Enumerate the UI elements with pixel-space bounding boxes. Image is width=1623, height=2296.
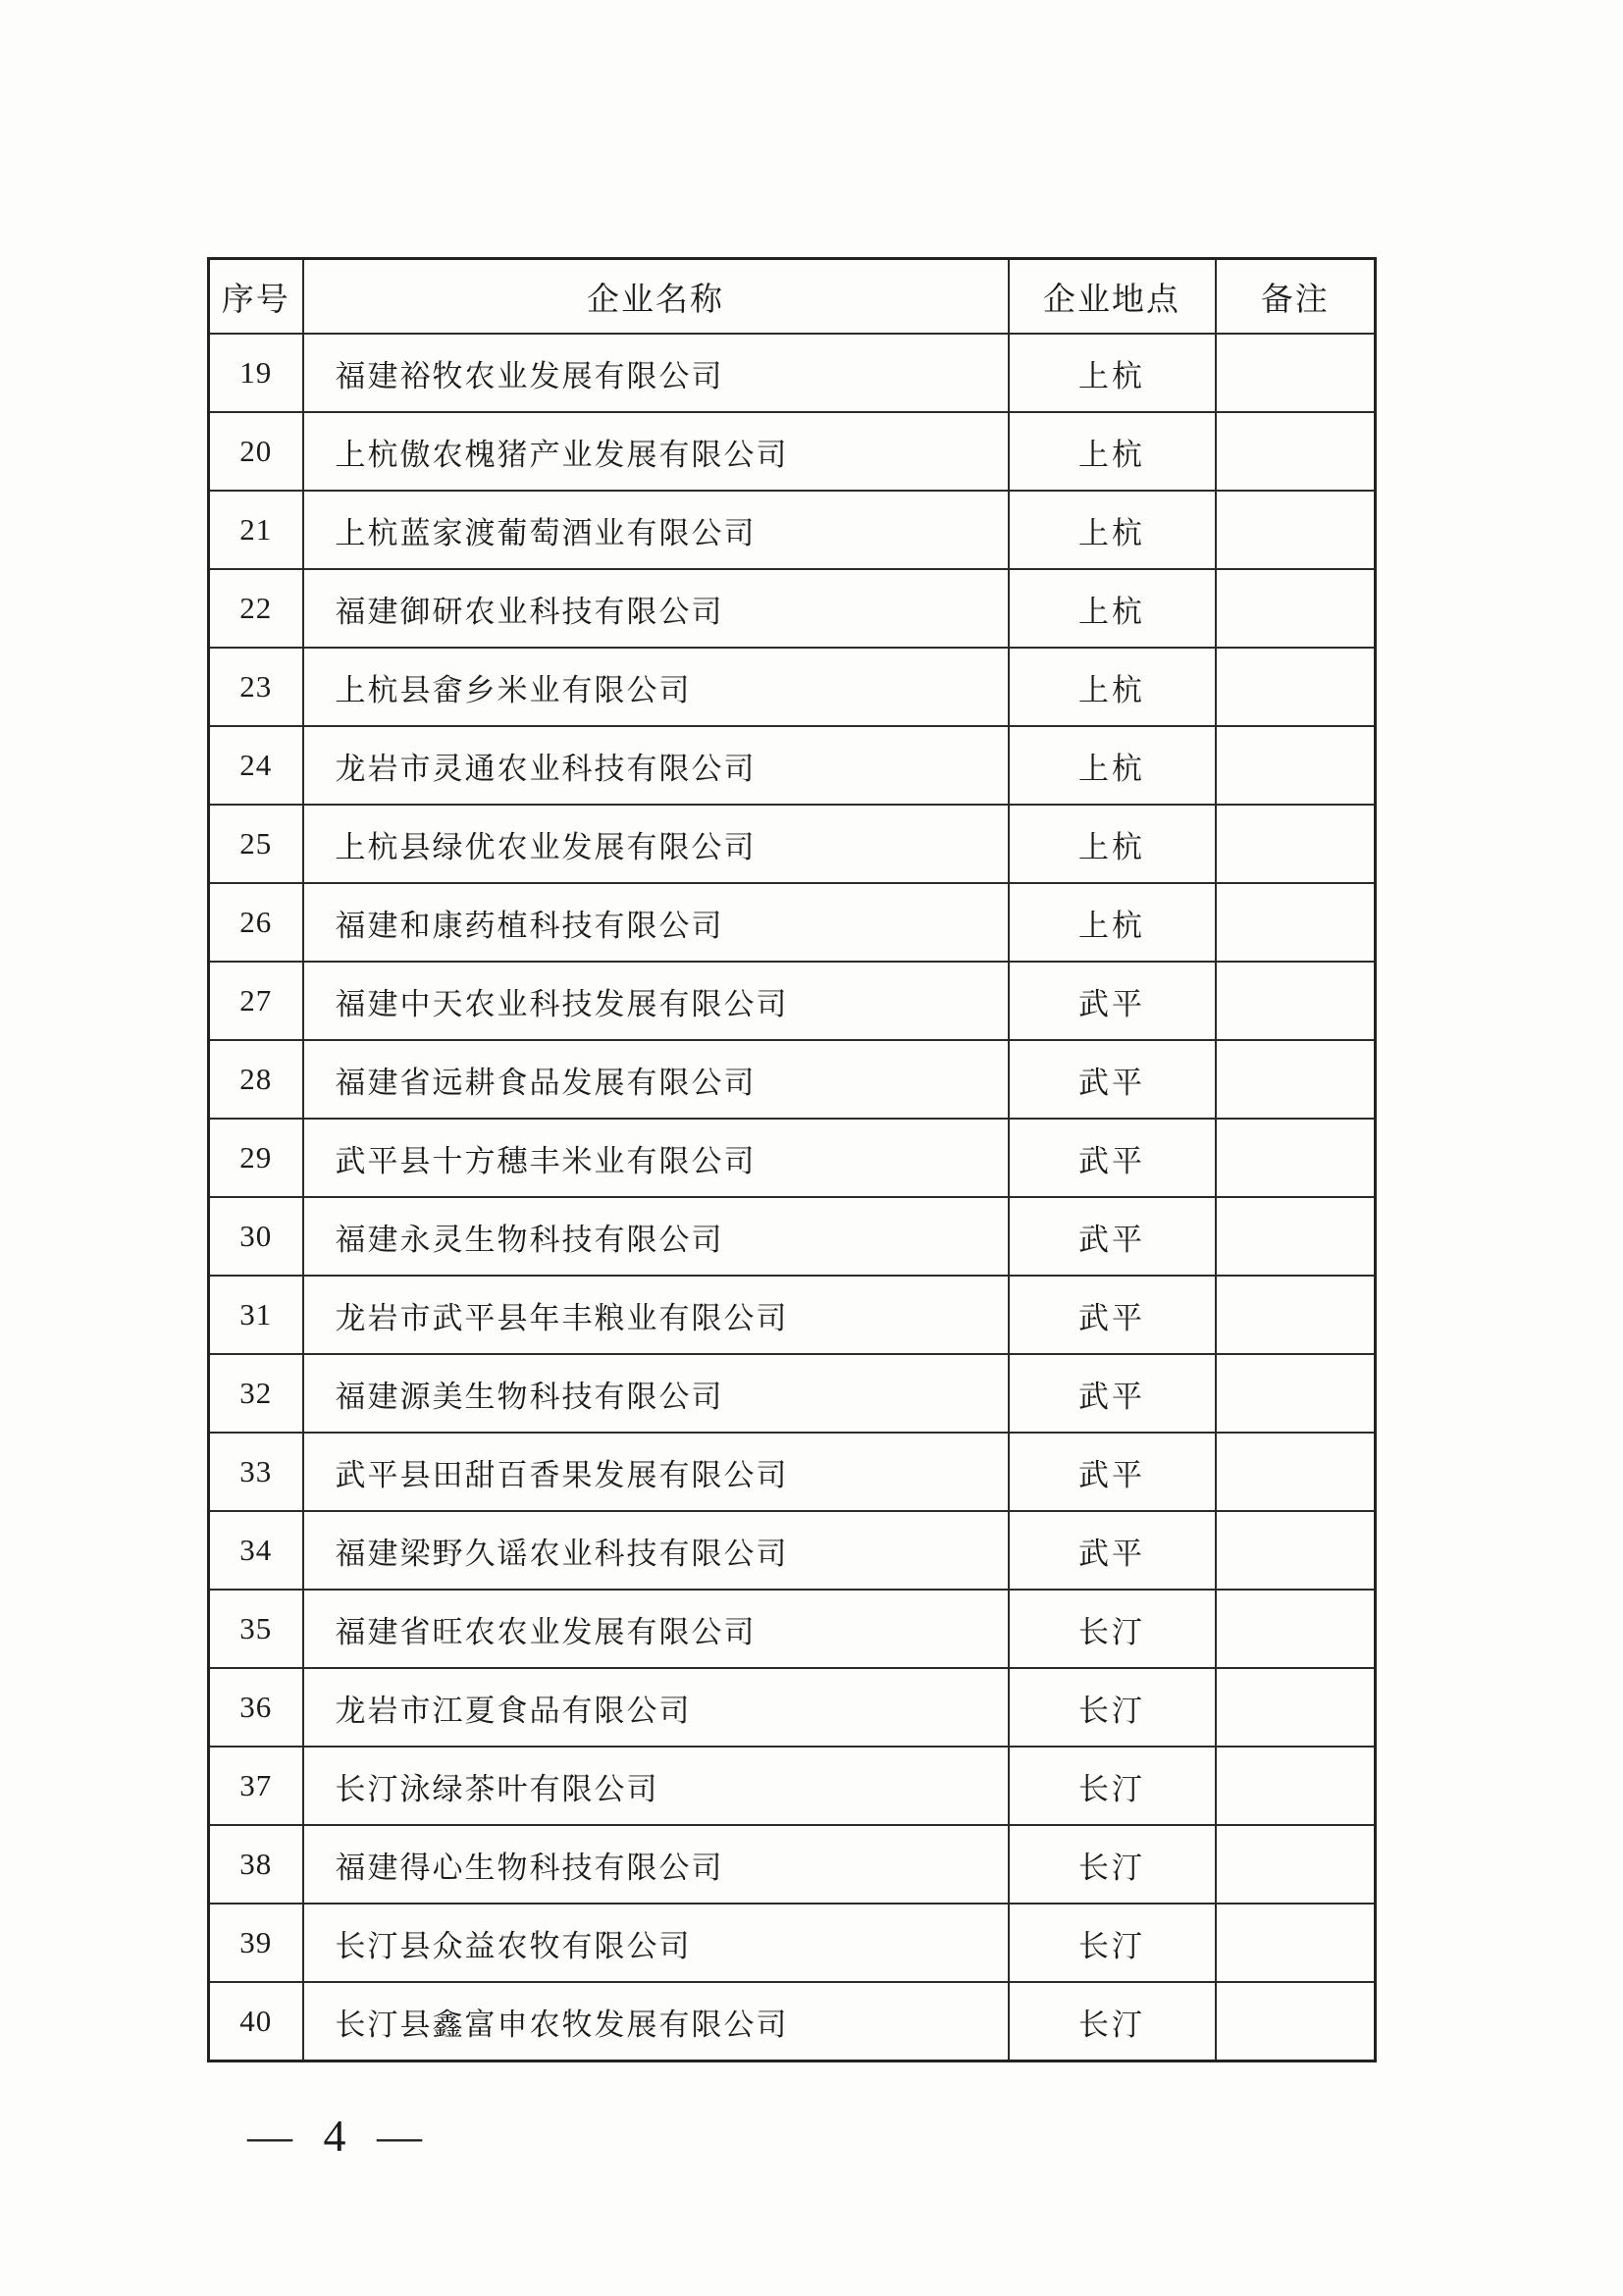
cell-remark	[1216, 1197, 1376, 1276]
cell-location: 武平	[1009, 1197, 1216, 1276]
cell-serial: 22	[209, 569, 303, 648]
header-company: 企业名称	[303, 259, 1009, 335]
cell-location: 武平	[1009, 1354, 1216, 1433]
table-row	[209, 726, 1376, 805]
cell-location: 长汀	[1009, 1982, 1216, 2061]
cell-company-name: 上杭县绿优农业发展有限公司	[303, 805, 1009, 883]
cell-company-name: 武平县田甜百香果发展有限公司	[303, 1433, 1009, 1511]
cell-serial: 21	[209, 491, 303, 569]
cell-company-name: 龙岩市江夏食品有限公司	[303, 1668, 1009, 1747]
cell-company-name: 福建省远耕食品发展有限公司	[303, 1040, 1009, 1119]
cell-remark	[1216, 569, 1376, 648]
cell-location: 武平	[1009, 1276, 1216, 1354]
cell-company-name: 龙岩市武平县年丰粮业有限公司	[303, 1276, 1009, 1354]
cell-company-name: 福建御研农业科技有限公司	[303, 569, 1009, 648]
cell-serial: 39	[209, 1904, 303, 1982]
cell-company-name: 福建省旺农农业发展有限公司	[303, 1590, 1009, 1668]
cell-company-name: 上杭傲农槐猪产业发展有限公司	[303, 412, 1009, 491]
table-row	[209, 1982, 1376, 2061]
table-row	[209, 1197, 1376, 1276]
cell-serial: 24	[209, 726, 303, 805]
table-row	[209, 1904, 1376, 1982]
cell-remark	[1216, 1982, 1376, 2061]
cell-location: 上杭	[1009, 648, 1216, 726]
cell-serial: 32	[209, 1354, 303, 1433]
cell-location: 武平	[1009, 1511, 1216, 1590]
table-row	[209, 334, 1376, 412]
cell-serial: 19	[209, 334, 303, 412]
table-row	[209, 1825, 1376, 1904]
table-row	[209, 1119, 1376, 1197]
cell-company-name: 福建源美生物科技有限公司	[303, 1354, 1009, 1433]
cell-serial: 27	[209, 962, 303, 1040]
table-row	[209, 962, 1376, 1040]
cell-location: 上杭	[1009, 412, 1216, 491]
cell-serial: 40	[209, 1982, 303, 2061]
cell-serial: 30	[209, 1197, 303, 1276]
cell-remark	[1216, 962, 1376, 1040]
cell-location: 上杭	[1009, 726, 1216, 805]
cell-serial: 23	[209, 648, 303, 726]
header-remark: 备注	[1216, 259, 1376, 335]
cell-remark	[1216, 1825, 1376, 1904]
table-row	[209, 1433, 1376, 1511]
cell-company-name: 上杭县畲乡米业有限公司	[303, 648, 1009, 726]
cell-serial: 28	[209, 1040, 303, 1119]
cell-location: 上杭	[1009, 491, 1216, 569]
cell-serial: 36	[209, 1668, 303, 1747]
cell-location: 长汀	[1009, 1747, 1216, 1825]
cell-remark	[1216, 1040, 1376, 1119]
cell-company-name: 长汀泳绿茶叶有限公司	[303, 1747, 1009, 1825]
cell-company-name: 福建中天农业科技发展有限公司	[303, 962, 1009, 1040]
header-location: 企业地点	[1009, 259, 1216, 335]
cell-remark	[1216, 334, 1376, 412]
cell-remark	[1216, 726, 1376, 805]
cell-remark	[1216, 883, 1376, 962]
cell-location: 上杭	[1009, 334, 1216, 412]
cell-location: 长汀	[1009, 1904, 1216, 1982]
cell-remark	[1216, 1747, 1376, 1825]
cell-serial: 25	[209, 805, 303, 883]
cell-company-name: 福建和康药植科技有限公司	[303, 883, 1009, 962]
company-table	[207, 257, 1377, 2062]
table-row	[209, 412, 1376, 491]
cell-location: 武平	[1009, 1040, 1216, 1119]
cell-remark	[1216, 805, 1376, 883]
cell-serial: 38	[209, 1825, 303, 1904]
cell-serial: 20	[209, 412, 303, 491]
cell-company-name: 武平县十方穗丰米业有限公司	[303, 1119, 1009, 1197]
table-row	[209, 1511, 1376, 1590]
cell-company-name: 福建梁野久谣农业科技有限公司	[303, 1511, 1009, 1590]
cell-location: 上杭	[1009, 569, 1216, 648]
cell-company-name: 福建裕牧农业发展有限公司	[303, 334, 1009, 412]
cell-company-name: 上杭蓝家渡葡萄酒业有限公司	[303, 491, 1009, 569]
cell-serial: 35	[209, 1590, 303, 1668]
cell-location: 长汀	[1009, 1590, 1216, 1668]
cell-remark	[1216, 1904, 1376, 1982]
table-row	[209, 1747, 1376, 1825]
table-row	[209, 1276, 1376, 1354]
table-row	[209, 883, 1376, 962]
page-number: — 4 —	[247, 2111, 432, 2161]
cell-remark	[1216, 491, 1376, 569]
cell-company-name: 龙岩市灵通农业科技有限公司	[303, 726, 1009, 805]
table-row	[209, 569, 1376, 648]
cell-location: 长汀	[1009, 1825, 1216, 1904]
cell-remark	[1216, 1354, 1376, 1433]
table-header-row	[209, 259, 1376, 335]
table-row	[209, 491, 1376, 569]
cell-remark	[1216, 648, 1376, 726]
cell-remark	[1216, 1590, 1376, 1668]
cell-company-name: 长汀县众益农牧有限公司	[303, 1904, 1009, 1982]
cell-serial: 31	[209, 1276, 303, 1354]
cell-location: 武平	[1009, 1433, 1216, 1511]
cell-remark	[1216, 1276, 1376, 1354]
table-row	[209, 1354, 1376, 1433]
cell-serial: 37	[209, 1747, 303, 1825]
cell-location: 长汀	[1009, 1668, 1216, 1747]
table-row	[209, 805, 1376, 883]
table-row	[209, 1040, 1376, 1119]
table-row	[209, 1668, 1376, 1747]
cell-remark	[1216, 1668, 1376, 1747]
cell-remark	[1216, 412, 1376, 491]
cell-remark	[1216, 1433, 1376, 1511]
cell-remark	[1216, 1119, 1376, 1197]
cell-serial: 26	[209, 883, 303, 962]
cell-serial: 29	[209, 1119, 303, 1197]
cell-location: 武平	[1009, 1119, 1216, 1197]
cell-serial: 34	[209, 1511, 303, 1590]
cell-location: 上杭	[1009, 883, 1216, 962]
cell-company-name: 福建得心生物科技有限公司	[303, 1825, 1009, 1904]
table-row	[209, 648, 1376, 726]
cell-company-name: 福建永灵生物科技有限公司	[303, 1197, 1009, 1276]
header-serial: 序号	[209, 259, 303, 335]
cell-remark	[1216, 1511, 1376, 1590]
cell-company-name: 长汀县鑫富申农牧发展有限公司	[303, 1982, 1009, 2061]
cell-serial: 33	[209, 1433, 303, 1511]
cell-location: 上杭	[1009, 805, 1216, 883]
table-row	[209, 1590, 1376, 1668]
cell-location: 武平	[1009, 962, 1216, 1040]
